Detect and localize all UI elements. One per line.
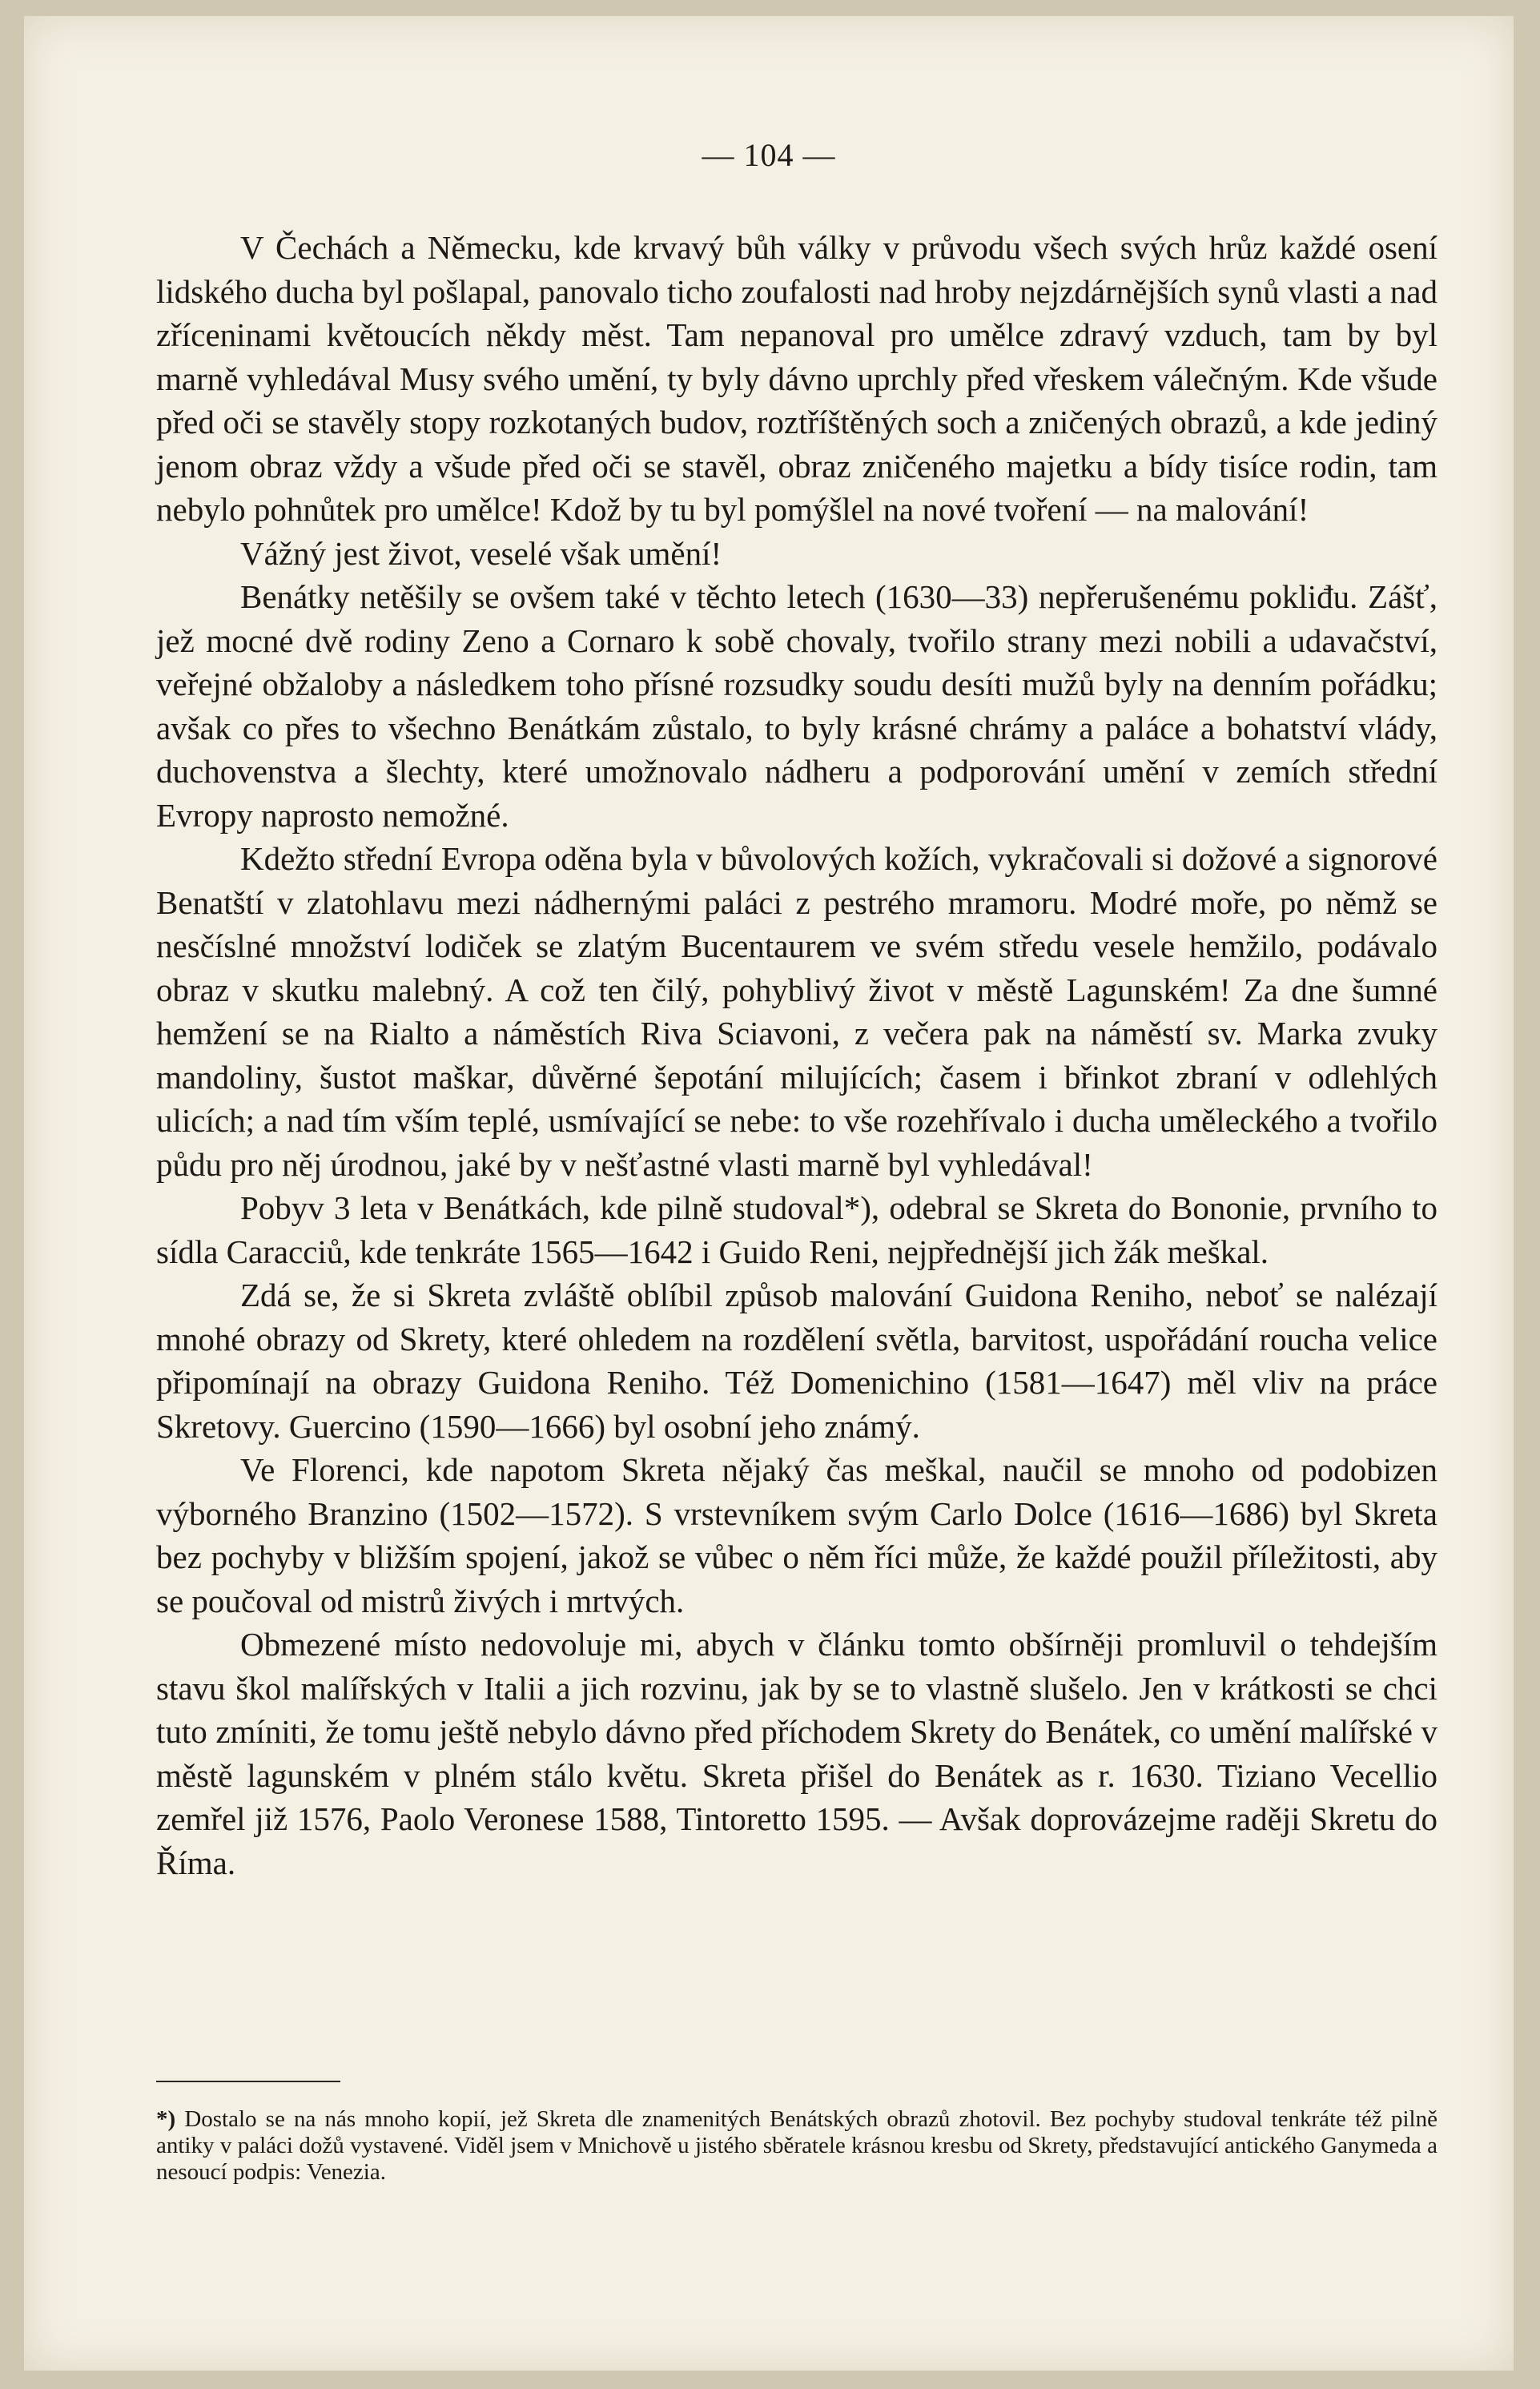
- footnote-text: Dostalo se na nás mnoho kopií, jež Skreta dle znamenitých Benátských obrazů zhotovil. Bez pochyby studoval tenkráte též pilně antiky v paláci dožů vystavené. Viděl jsem v Mnichově u jistého sběratele krásnou kresbu od Skrety, představující antického Ganymeda a nesoucí podpis: Venezia.: [156, 2106, 1437, 2185]
- main-text: [156, 226, 1437, 1884]
- paragraph-7: Ve Florenci, kde napotom Skreta nějaký čas meškal, naučil se mnoho od podobizen výborného Branzino (1502—1572). S vrstevníkem svým Carlo Dolce (1616—1686) byl Skreta bez pochyby v bližším spojení, jakož se vůbec o něm říci může, že každé použil příležitosti, aby se poučoval od mistrů živých i mrtvých.: [156, 1451, 1437, 1619]
- footnote: [156, 2106, 1437, 2186]
- paragraph-8: Obmezené místo nedovoluje mi, abych v článku tomto obšírněji promluvil o tehdejším stavu škol malířských v Italii a jich rozvinu, jak by se to vlastně slušelo. Jen v krátkosti se chci tuto zmíniti, že tomu ještě nebylo dávno před příchodem Skrety do Benátek, co umění malířské v městě lagunském v plném stálo květu. Skreta přišel do Benátek as r. 1630. Tiziano Vecellio zemřel již 1576, Paolo Veronese 1588, Tintoretto 1595. — Avšak doprovázejme raději Skretu do Říma.: [156, 1626, 1437, 1881]
- paragraph-1: V Čechách a Německu, kde krvavý bůh války v průvodu všech svých hrůz každé osení lidského ducha byl pošlapal, panovalo ticho zoufalosti nad hroby nejzdárnějších synů vlasti a nad zříceninami květoucích někdy měst. Tam nepanoval pro umělce zdravý vzduch, tam by byl marně vyhledával Musy svého umění, ty byly dávno uprchly před vřeskem válečným. Kde všude před oči se stavěly stopy rozkotaných budov, roztříštěných soch a zničených obrazů, a kde jediný jenom obraz vždy a všude před oči se stavěl, obraz zničeného majetku a bídy tisíce rodin, tam nebylo pohnůtek pro umělce! Kdož by tu byl pomýšlel na nové tvoření — na malování!: [156, 229, 1437, 528]
- footnote-divider: [156, 2081, 340, 2082]
- paragraph-5: Pobyv 3 leta v Benátkách, kde pilně studoval*), odebral se Skreta do Bononie, prvního to sídla Caracciů, kde tenkráte 1565—1642 i Guido Reni, nejpřednější jich žák meškal.: [156, 1189, 1437, 1270]
- paragraph-6: Zdá se, že si Skreta zvláště oblíbil způsob malování Guidona Reniho, neboť se nalézají mnohé obrazy od Skrety, které ohledem na rozdělení světla, barvitost, uspořádání roucha velice připomínají na obrazy Guidona Reniho. Též Domenichino (1581—1647) měl vliv na práce Skretovy. Guercino (1590—1666) byl osobní jeho známý.: [156, 1277, 1437, 1445]
- paragraph-2: Vážný jest život, veselé však umění!: [240, 534, 722, 572]
- book-page: [24, 16, 1514, 2371]
- paragraph-3: Benátky netěšily se ovšem také v těchto letech (1630—33) nepřerušenému pokliđu. Zášť, jež mocné dvě rodiny Zeno a Cornaro k sobě chovaly, tvořilo strany mezi nobili a udavačství, veřejné obžaloby a následkem toho přísné rozsudky soudu desíti mužů byly na denním pořádku; avšak co přes to všechno Benátkám zůstalo, to byly krásné chrámy a paláce a bohatství vlády, duchovenstva a šlechty, které umožnovalo nádheru a podporování umění v zemích střední Evropy naprosto nemožné.: [156, 578, 1437, 834]
- footnote-marker: *): [156, 2106, 176, 2132]
- page-number: — 104 —: [702, 137, 836, 173]
- paragraph-4: Kdežto střední Evropa oděna byla v bůvolových kožích, vykračovali si dožové a signorové Benatští v zlatohlavu mezi nádhernými paláci z pestrého mramoru. Modré moře, po němž se nesčíslné množství lodiček se zlatým Bucentaurem ve svém středu vesele hemžilo, podávalo obraz v skutku malebný. A což ten čilý, pohyblivý život v městě Lagunském! Za dne šumné hemžení se na Rialto a náměstích Riva Sciavoni, z večera pak na náměstí sv. Marka zvuky mandoliny, šustot maškar, důvěrné šepotání milujících; časem i břinkot zbraní v odlehlých ulicích; a nad tím vším teplé, usmívající se nebe: to vše rozehřívalo i ducha uměleckého a tvořilo půdu pro něj úrodnou, jaké by v nešťastné vlasti marně byl vyhledával!: [156, 840, 1437, 1183]
